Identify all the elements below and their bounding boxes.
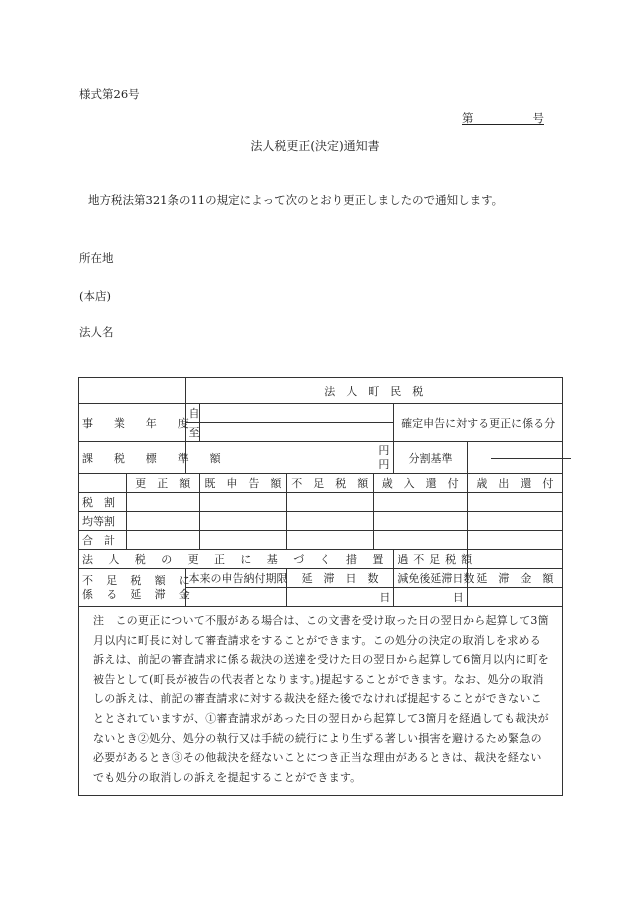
- cell[interactable]: [199, 531, 286, 550]
- address-label: 所在地: [79, 251, 114, 265]
- due-date-field[interactable]: [185, 588, 286, 607]
- cell[interactable]: [373, 512, 467, 531]
- fiscal-year-label: 事 業 年 度: [79, 404, 186, 442]
- shortage-value[interactable]: [467, 550, 562, 569]
- notes: 注 この更正について不服がある場合は、この文書を受け取った日の翌日から起算して3箇月以内に町長に対して審査請求をすることができます。この処分の決定の取消しを求める訴えは、前記の審査請求に係る裁決の送達を受けた日の翌日から起算して6箇月以内に町を被告として(町長が被告の代表者となります。)提起することができます。なお、処分の取消しの訴えは、前記の審査請求に対する裁決を経た後でなければ提起することができないこととされていますが、①審査請求があった日の翌日から起算して3箇月を経過しても裁決がないとき②処分、処分の執行又は手続の続行により生ずる著しい損害を避けるため緊急の必要があるとき③その他裁決を経ないことにつき正当な理由があるときは、裁決を経ないでも処分の取消しの訴えを提起することができます。: [79, 607, 563, 796]
- tax-base-field[interactable]: [185, 442, 394, 474]
- cell[interactable]: [467, 531, 562, 550]
- cell[interactable]: [199, 493, 286, 512]
- row-label-2: 合 計: [79, 531, 127, 550]
- late-days-field[interactable]: [286, 588, 394, 607]
- to-label: 至: [185, 423, 199, 442]
- late-col-1: 延 滞 日 数: [286, 569, 394, 588]
- late-col-0: 本来の申告納付期限: [185, 569, 286, 588]
- split-basis-value: [467, 442, 562, 474]
- day-unit-1: 日: [379, 591, 391, 604]
- reduced-days-field[interactable]: [394, 588, 467, 607]
- head-office-label: (本店): [79, 289, 111, 303]
- split-basis-label: 分割基準: [394, 442, 467, 474]
- document-title: 法人税更正(決定)通知書: [250, 139, 380, 153]
- col-header-0: 更 正 額: [126, 474, 199, 493]
- late-col-2: 減免後延滞日数: [394, 569, 467, 588]
- tax-header: 法 人 町 民 税: [185, 378, 563, 404]
- form-number: 様式第26号: [79, 87, 140, 101]
- cell[interactable]: [199, 512, 286, 531]
- shortage-label: 過不足税額: [394, 550, 467, 569]
- late-col-3: 延 滞 金 額: [467, 569, 562, 588]
- corp-name-label: 法人名: [79, 325, 114, 339]
- from-label: 自: [185, 404, 199, 423]
- late-fee-label-line1: 不 足 税 額 に: [82, 573, 191, 587]
- tax-table: [78, 377, 563, 796]
- measures-label: 法人税の更正に基づく措置: [79, 550, 394, 569]
- document-number: [462, 110, 544, 125]
- late-fee-label-line2: 係 る 延 滞 金: [82, 587, 191, 601]
- blank-corner-2: [79, 474, 127, 493]
- cell[interactable]: [286, 512, 373, 531]
- cell[interactable]: [286, 493, 373, 512]
- cell[interactable]: [286, 531, 373, 550]
- late-fee-label: [79, 569, 191, 607]
- tax-base-label: 課 税 標 準 額: [79, 442, 186, 474]
- row-label-0: 税 割: [79, 493, 127, 512]
- col-header-1: 既 申 告 額: [199, 474, 286, 493]
- cell[interactable]: [467, 493, 562, 512]
- late-fee-amount-field[interactable]: [467, 588, 562, 607]
- yen-unit-2: 円: [378, 458, 390, 471]
- col-header-4: 歳 出 還 付: [467, 474, 562, 493]
- from-date-field[interactable]: [199, 404, 393, 423]
- dash-line: [491, 458, 571, 459]
- col-header-2: 不 足 税 額: [286, 474, 373, 493]
- yen-unit-1: 円: [378, 444, 390, 457]
- cell[interactable]: [373, 531, 467, 550]
- cell[interactable]: [467, 512, 562, 531]
- row-label-1: 均等割: [79, 512, 127, 531]
- cell[interactable]: [126, 493, 199, 512]
- intro-text: 地方税法第321条の11の規定によって次のとおり更正しましたので通知します。: [88, 193, 504, 207]
- to-date-field[interactable]: [199, 423, 393, 442]
- blank-corner: [79, 378, 186, 404]
- cell[interactable]: [373, 493, 467, 512]
- correction-kind: 確定申告に対する更正に係る分: [394, 404, 563, 442]
- cell[interactable]: [126, 512, 199, 531]
- cell[interactable]: [126, 531, 199, 550]
- doc-number-suffix: 号: [532, 111, 544, 125]
- day-unit-2: 日: [452, 591, 464, 604]
- col-header-3: 歳 入 還 付: [373, 474, 467, 493]
- doc-number-prefix: 第: [462, 111, 474, 125]
